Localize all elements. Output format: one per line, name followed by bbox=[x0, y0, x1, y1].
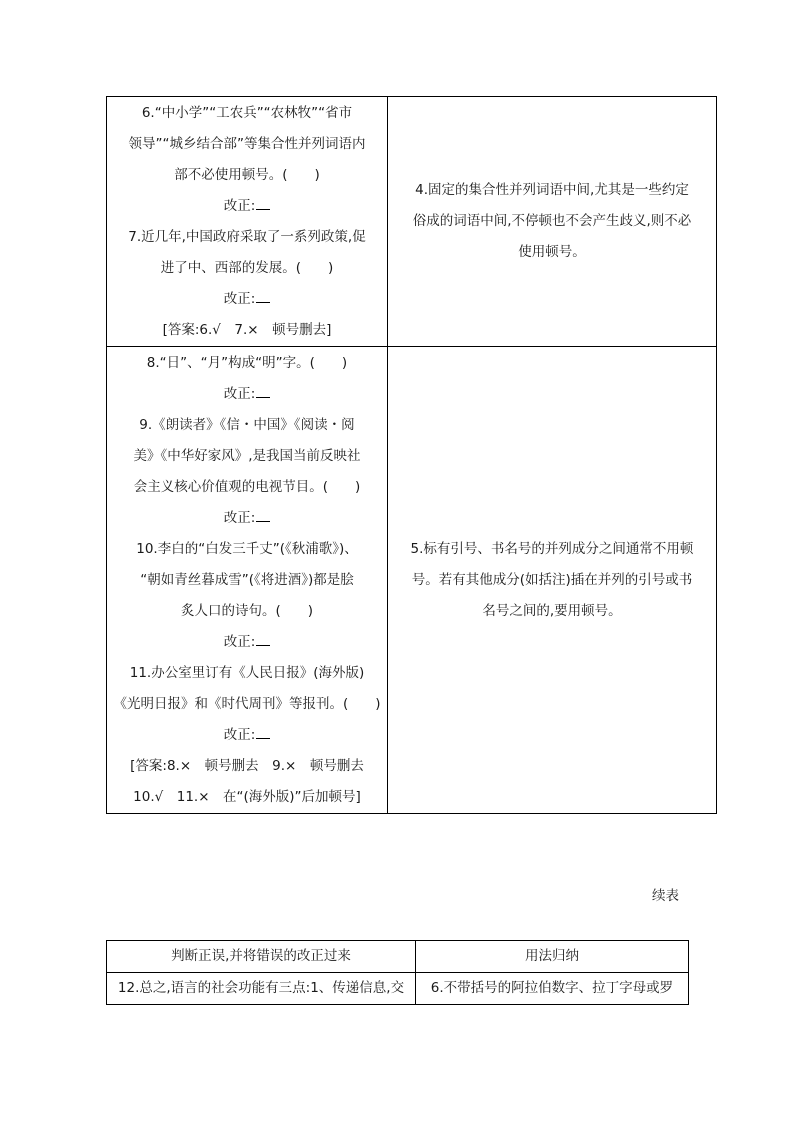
table-row bbox=[107, 973, 689, 1005]
continued-label: 续表 bbox=[652, 888, 679, 904]
rule-text: 俗成的词语中间,不停顿也不会产生歧义,则不必 bbox=[412, 213, 692, 229]
answer-blank[interactable] bbox=[256, 725, 270, 739]
exercise-cell-6-7 bbox=[107, 97, 388, 347]
correction-line: 改正: bbox=[113, 191, 381, 222]
rule-text: 号。若有其他成分(如括注)插在并列的引号或书 bbox=[411, 571, 693, 588]
exercise-text: 8.“日”、“月”构成“明”字。( ) bbox=[146, 354, 348, 371]
correction-line: 改正: bbox=[113, 503, 381, 534]
exercise-text: 9.《朗读者》《信・中国》《阅读・阅 bbox=[139, 416, 355, 433]
rule-cell-5 bbox=[388, 347, 717, 814]
table-header-row bbox=[107, 941, 689, 973]
exercise-text: 11.办公室里订有《人民日报》(海外版) bbox=[129, 664, 365, 681]
exercise-cell-8-11 bbox=[107, 347, 388, 814]
rule-text: 名号之间的,要用顿号。 bbox=[482, 602, 622, 619]
exercise-text: 10.李白的“白发三千丈”(《秋浦歌》)、 bbox=[136, 540, 358, 557]
exercise-text: 《光明日报》和《时代周刊》等报刊。( ) bbox=[113, 695, 381, 712]
answer-key: [答案:6.√ 7.× 顿号删去] bbox=[162, 321, 332, 338]
answer-blank[interactable] bbox=[256, 508, 270, 522]
continuation-table bbox=[106, 940, 689, 1005]
rule-text: 4.固定的集合性并列词语中间,尤其是一些约定 bbox=[415, 182, 689, 198]
exercise-text: 6.“中小学”“工农兵”“农林牧”“省市 bbox=[141, 104, 353, 121]
correction-line: 改正: bbox=[113, 379, 381, 410]
answer-blank[interactable] bbox=[256, 384, 270, 398]
correction-line: 改正: bbox=[113, 284, 381, 315]
answer-blank[interactable] bbox=[256, 289, 270, 303]
exercise-text: 进了中、西部的发展。( ) bbox=[160, 259, 334, 276]
table-row bbox=[107, 97, 717, 347]
rule-cell-6: 6.不带括号的阿拉伯数字、拉丁字母或罗 bbox=[416, 973, 689, 1005]
exercise-text: 7.近几年,中国政府采取了一系列政策,促 bbox=[128, 228, 366, 245]
exercise-text: 美》《中华好家风》,是我国当前反映社 bbox=[133, 447, 361, 464]
rule-text: 使用顿号。 bbox=[518, 244, 586, 260]
exercise-cell-12: 12.总之,语言的社会功能有三点:1、传递信息,交 bbox=[107, 973, 416, 1005]
exercise-text: 炙人口的诗句。( ) bbox=[180, 602, 314, 619]
correction-line: 改正: bbox=[113, 720, 381, 751]
rule-text: 5.标有引号、书名号的并列成分之间通常不用顿 bbox=[410, 540, 694, 557]
answer-blank[interactable] bbox=[256, 632, 270, 646]
answer-key: [答案:8.× 顿号删去 9.× 顿号删去 bbox=[130, 757, 364, 774]
column-header-usage: 用法归纳 bbox=[416, 941, 689, 973]
column-header-judgment: 判断正误,并将错误的改正过来 bbox=[107, 941, 416, 973]
exercise-text: 领导”“城乡结合部”等集合性并列词语内 bbox=[128, 135, 366, 152]
exercise-text: “朝如青丝暮成雪”(《将进酒》)都是脍 bbox=[140, 571, 354, 588]
answer-blank[interactable] bbox=[256, 196, 270, 210]
main-table bbox=[106, 96, 717, 814]
rule-cell-4 bbox=[388, 97, 717, 347]
table-row bbox=[107, 347, 717, 814]
answer-key: 10.√ 11.× 在“(海外版)”后加顿号] bbox=[133, 788, 361, 805]
exercise-text: 会主义核心价值观的电视节目。( ) bbox=[133, 478, 361, 495]
correction-line: 改正: bbox=[113, 627, 381, 658]
exercise-text: 部不必使用顿号。( ) bbox=[174, 166, 320, 183]
